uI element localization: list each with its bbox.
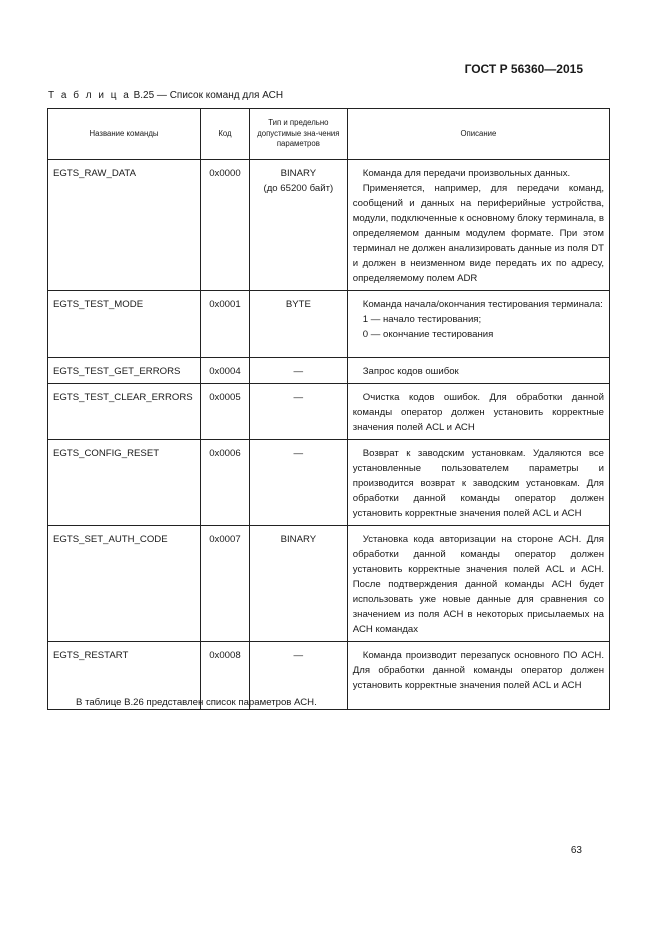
standard-designation: ГОСТ Р 56360—2015	[464, 62, 583, 76]
cell-command-name: EGTS_RESTART	[48, 642, 201, 710]
description-paragraph: Возврат к заводским установкам. Удаляются все установленные пользователем параметры и производится возврат к заводским установкам. Для обработки данной команды оператор должен установить корректные значения полей ACL и АСН	[352, 448, 604, 519]
header-command-name: Название команды	[48, 109, 201, 160]
body-paragraph: В таблице В.26 представлен список параметров АСН.	[76, 697, 317, 708]
description-list-item: 1 — начало тестирования;	[362, 314, 482, 325]
cell-description	[347, 291, 609, 358]
cell-code: 0x0008	[200, 642, 249, 710]
cell-description	[347, 384, 609, 440]
cell-type: —	[249, 358, 347, 384]
table-caption-text: В.25 — Список команд для АСН	[133, 90, 284, 101]
table-row	[48, 384, 610, 440]
cell-code: 0x0007	[200, 526, 249, 642]
table-row	[48, 358, 610, 384]
header-description: Описание	[347, 109, 609, 160]
cell-type: BYTE	[249, 291, 347, 358]
description-paragraph: Команда для передачи произвольных данных.	[362, 168, 571, 179]
cell-command-name: EGTS_CONFIG_RESET	[48, 440, 201, 526]
cell-command-name: EGTS_RAW_DATA	[48, 160, 201, 291]
cell-code: 0x0000	[200, 160, 249, 291]
cell-type: —	[249, 384, 347, 440]
table-caption	[48, 90, 283, 101]
page-number: 63	[570, 845, 582, 856]
description-paragraph: Очистка кодов ошибок. Для обработки данной команды оператор должен установить корректные значения полей ACL и АСН	[352, 392, 604, 433]
cell-type: —	[249, 440, 347, 526]
cell-command-name: EGTS_SET_AUTH_CODE	[48, 526, 201, 642]
table-row	[48, 440, 610, 526]
cell-type	[249, 160, 347, 291]
cell-code: 0x0005	[200, 384, 249, 440]
description-paragraph: Запрос кодов ошибок	[362, 366, 459, 377]
cell-command-name: EGTS_TEST_GET_ERRORS	[48, 358, 201, 384]
cell-description	[347, 440, 609, 526]
table-row	[48, 526, 610, 642]
cell-description	[347, 642, 609, 710]
cell-type: —	[249, 642, 347, 710]
table-row	[48, 160, 610, 291]
type-value: BINARY	[280, 168, 317, 179]
cell-description	[347, 160, 609, 291]
table-caption-label: Т а б л и ц а	[48, 90, 131, 101]
cell-description	[347, 526, 609, 642]
description-paragraph: Команда производит перезапуск основного ПО АСН. Для обработки данной команды оператор должен установить корректные значения полей ACL и АСН	[352, 650, 604, 691]
cell-type: BINARY	[249, 526, 347, 642]
cell-command-name: EGTS_TEST_CLEAR_ERRORS	[48, 384, 201, 440]
description-paragraph: Установка кода авторизации на стороне АСН. Для обработки данной команды оператор должен установить корректные значения полей ACL и АСН. После подтверждения данной команды АСН будет использовать уже новые данные для сравнения со значением из поля АСН в некоторых присылаемых на АСН командах	[352, 534, 604, 635]
type-limit: (до 65200 байт)	[263, 183, 334, 194]
command-table	[47, 108, 610, 710]
cell-description	[347, 358, 609, 384]
cell-code: 0x0001	[200, 291, 249, 358]
header-code: Код	[200, 109, 249, 160]
cell-command-name: EGTS_TEST_MODE	[48, 291, 201, 358]
cell-code: 0x0006	[200, 440, 249, 526]
description-paragraph: Применяется, например, для передачи команд, сообщений и данных на периферийные устройства, модули, подключенные к основному блоку терминала, в определяемом данным модулем формате. При этом терминал не должен анализировать данные из поля DT и должен в неизменном виде передать их по адресу, определяемому полем ADR	[352, 183, 604, 284]
cell-code: 0x0004	[200, 358, 249, 384]
table-row	[48, 291, 610, 358]
table-header-row	[48, 109, 610, 160]
header-type: Тип и предельно допустимые зна-чения параметров	[249, 109, 347, 160]
description-list-item: 0 — окончание тестирования	[362, 329, 494, 340]
description-paragraph: Команда начала/окончания тестирования терминала:	[362, 299, 603, 310]
